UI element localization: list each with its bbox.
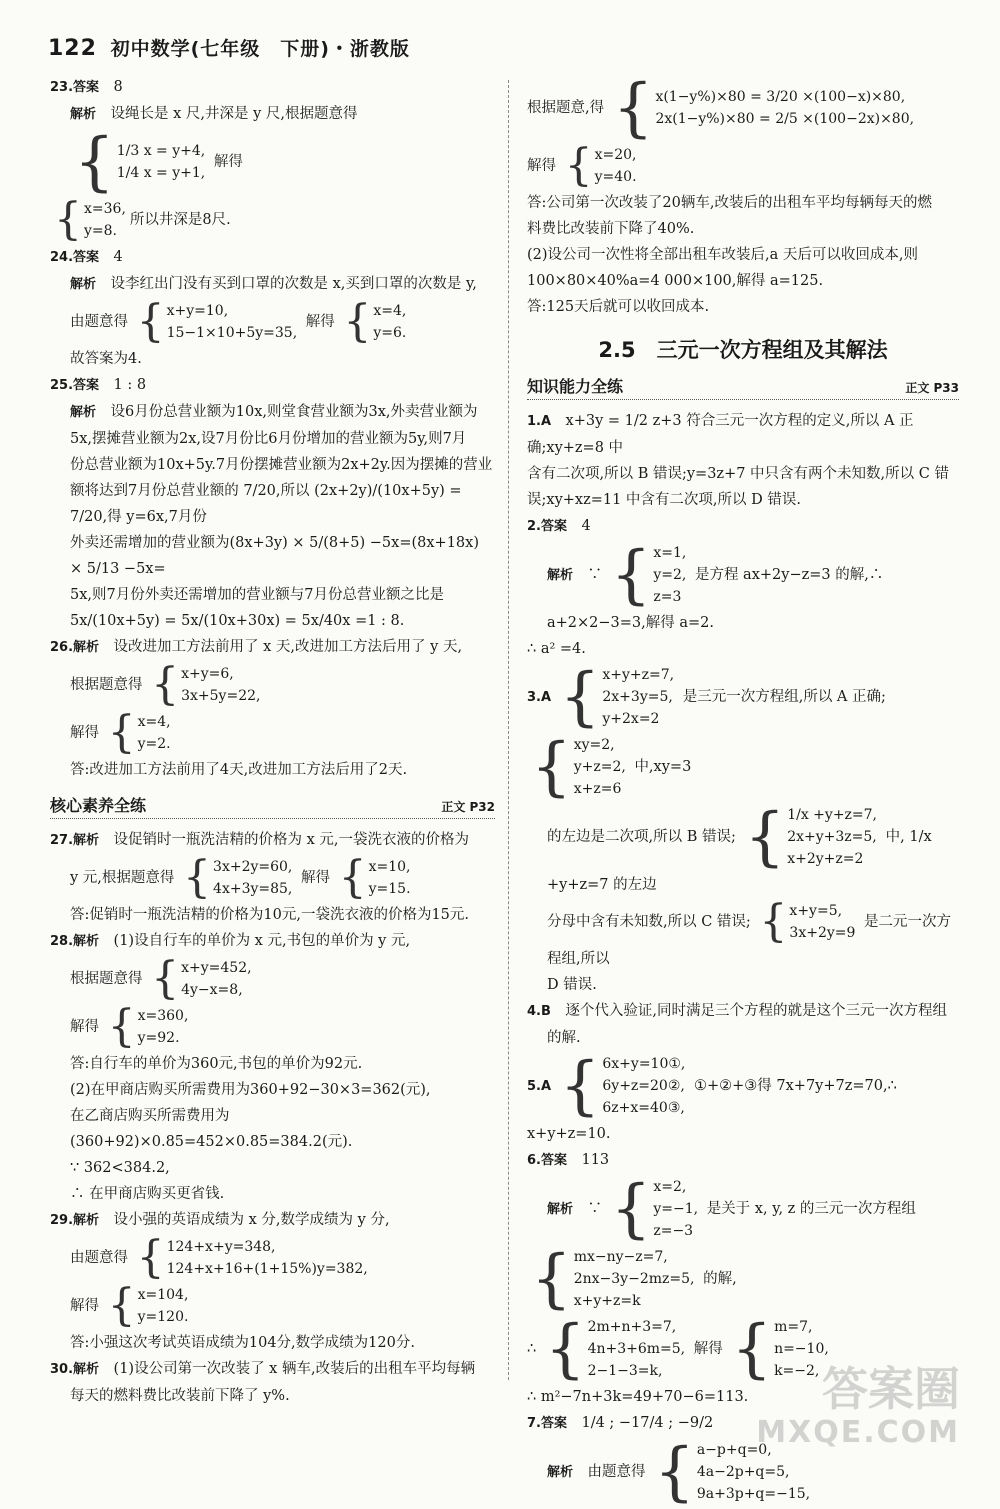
- equation-system: { x(1−y%)×80 = 3/20 ×(100−x)×80, 2x(1−y%)×80 = 2/5 ×(100−2x)×80,: [612, 71, 915, 145]
- q25-line: 解析 设6月份总营业额为10x,则堂食营业额为3x,外卖营业额为: [70, 404, 478, 420]
- equation-system: { x+y=5, 3x+2y=9: [759, 896, 856, 947]
- q1-line: 含有二次项,所以 B 错误;y=3z+7 中只含有两个未知数,所以 C 错: [527, 466, 949, 482]
- q28-line: 答:自行车的单价为360元,书包的单价为92元.: [70, 1056, 363, 1072]
- q24-answer: 24.答案 4: [50, 249, 123, 265]
- equation-system: { 124+x+y=348, 124+x+16+(1+15%)y=382,: [136, 1232, 368, 1283]
- q26-solution: 解得 { x=4, y=2.: [70, 707, 171, 758]
- solution-system: { m=7, n=−10, k=−2,: [731, 1312, 829, 1386]
- equation-system: { x+y=10, 15−1×10+5y=35,: [136, 296, 298, 347]
- equation-system: { 2m+n+3=7, 4n+3+6m=5, 2−1−3=k,: [544, 1312, 686, 1386]
- q25-answer: 25.答案 1 : 8: [50, 377, 147, 393]
- q25-line: 份总营业额为10x+5y.7月份摆摊营业额为2x+2y.因为摆摊的营业: [70, 457, 493, 473]
- solution-system: { x=20, y=40.: [564, 140, 637, 191]
- equation-system: { 1/3 x = y+4, 1/4 x = y+1,: [74, 125, 206, 199]
- q27-systems: y 元,根据题意得 { 3x+2y=60, 4x+3y=85, 解得 { x=10, y=15.: [70, 852, 411, 903]
- q30-cont-line: 答:公司第一次改装了20辆车,改装后的出租车平均每辆每天的燃: [527, 195, 932, 211]
- q3-line: 的左边是二次项,所以 B 错误; { 1/x +y+z=7, 2x+y+3z=5, x+2y+z=2 中, 1/x +y+z=7 的左边: [547, 800, 932, 893]
- q27-conclusion: 答:促销时一瓶洗洁精的价格为10元,一袋洗衣液的价格为15元.: [70, 907, 470, 923]
- equation-system: { x+y+z=7, 2x+3y=5, y+2x=2: [559, 660, 675, 734]
- q25-line: 额将达到7月份总营业额的 7/20,所以 (2x+2y)/(10x+5y) = 7/20,得 y=6x,7月份: [70, 483, 462, 525]
- q2-result: ∴ a² =4.: [527, 641, 586, 657]
- q29-system: 由题意得 { 124+x+y=348, 124+x+16+(1+15%)y=382,: [70, 1232, 368, 1283]
- solution-system: { x=36, y=8.: [54, 194, 126, 245]
- q30-cont-line: 100×80×40%a=4 000×100,解得 a=125.: [527, 273, 824, 289]
- page-header: [48, 34, 410, 61]
- solution-system: { x=4, y=2.: [107, 707, 171, 758]
- watermark-logo: 答案圈 MXQE.COM: [756, 1362, 960, 1450]
- q28-system: 根据题意得 { x+y=452, 4y−x=8,: [70, 953, 252, 1004]
- q6-analysis: 解析 ∵ { x=2, y=−1, z=−3 是关于 x, y, z 的三元一次方程组: [547, 1172, 916, 1246]
- q23-answer: 23.答案 8: [50, 79, 123, 95]
- q29-analysis: 29.解析 设小强的英语成绩为 x 分,数学成绩为 y 分,: [50, 1212, 390, 1228]
- q30-analysis: 30.解析 (1)设公司第一次改装了 x 辆车,改装后的出租车平均每辆: [50, 1361, 476, 1377]
- q24-analysis: 解析 设李红出门没有买到口罩的次数是 x,买到口罩的次数是 y,: [70, 276, 477, 292]
- q7-answer: 7.答案 1/4 ; −17/4 ; −9/2: [527, 1415, 714, 1431]
- q2-answer: 2.答案 4: [527, 518, 591, 534]
- q30-cont-line: 料费比改装前下降了40%.: [527, 221, 695, 237]
- q28-line: ∵ 362<384.2,: [70, 1160, 170, 1176]
- q24-systems: 由题意得 { x+y=10, 15−1×10+5y=35, 解得 { x=4, y=6.: [70, 296, 407, 347]
- page-number: 122: [48, 36, 97, 61]
- equation-system: { 1/x +y+z=7, 2x+y+3z=5, x+2y+z=2: [744, 800, 878, 874]
- equation-system: { xy=2, y+z=2, x+z=6: [531, 730, 626, 804]
- solution-system: { x=360, y=92.: [107, 1001, 189, 1052]
- equation-system: { x+y=452, 4y−x=8,: [151, 953, 252, 1004]
- q2-analysis: 解析 ∵ { x=1, y=2, z=3 是方程 ax+2y−z=3 的解,∴ a+2×2−3=3,解得 a=2.: [547, 538, 884, 631]
- q1-line: 误;xy+xz=11 中含有二次项,所以 D 错误.: [527, 492, 801, 508]
- q28-solution: 解得 { x=360, y=92.: [70, 1001, 189, 1052]
- q26-analysis: 26.解析 设改进加工方法前用了 x 天,改进加工方法后用了 y 天,: [50, 639, 463, 655]
- equation-system: { x+y=6, 3x+5y=22,: [151, 659, 261, 710]
- solution-system: { x=2, y=−1, z=−3: [610, 1172, 699, 1246]
- q25-line: 5x,摆摊营业额为2x,设7月份比6月份增加的营业额为5y,则7月: [70, 431, 467, 447]
- solution-system: { x=4, y=6.: [343, 296, 407, 347]
- q28-line: 在乙商店购买所需费用为(360+92)×0.85=452×0.85=384.2(元).: [70, 1108, 353, 1150]
- q1-line: 1.A x+3y = 1/2 z+3 符合三元一次方程的定义,所以 A 正确;xy+z=8 中: [527, 413, 914, 456]
- q24-conclusion: 故答案为4.: [70, 351, 142, 367]
- q23-analysis: 解析 设绳长是 x 尺,井深是 y 尺,根据题意得 { 1/3 x = y+4, 1/4 x = y+1, 解得: [70, 106, 358, 199]
- q25-line: 5x/(10x+5y) = 5x/(10x+30x) = 5x/40x =1 : 8.: [70, 613, 405, 629]
- q30-cont-line: (2)设公司一次性将全部出租车改装后,a 天后可以收回成本,则: [527, 247, 919, 263]
- equation-system: { mx−ny−z=7, 2nx−3y−2mz=5, x+y+z=k: [531, 1242, 695, 1316]
- q29-solution: 解得 { x=104, y=120.: [70, 1280, 189, 1331]
- q29-conclusion: 答:小强这次考试英语成绩为104分,数学成绩为120分.: [70, 1335, 415, 1351]
- q28-line: (2)在甲商店购买所需费用为360+92−30×3=362(元),: [70, 1082, 431, 1098]
- left-column: [50, 74, 495, 1409]
- section-title: 2.5 三元一次方程组及其解法: [598, 338, 888, 362]
- q4-line: 的解.: [547, 1030, 581, 1046]
- q4-line: 4.B 逐个代入验证,同时满足三个方程的就是这个三元一次方程组: [527, 1003, 948, 1019]
- q3-line: D 错误.: [547, 977, 597, 993]
- q28-line: ∴ 在甲商店购买更省钱.: [70, 1186, 225, 1202]
- column-divider: [508, 80, 509, 1380]
- solution-system: { x=1, y=2, z=3: [610, 538, 687, 612]
- q5-line: 5.A { 6x+y=10①, 6y+z=20②, 6z+x=40③, ①+②+③得 7x+7y+7z=70,∴ x+y+z=10.: [527, 1049, 897, 1142]
- q6-result: ∴ m²−7n+3k=49+70−6=113.: [527, 1389, 749, 1405]
- equation-system: { a−p+q=0, 4a−2p+q=5, 9a+3p+q=−15,: [654, 1435, 811, 1509]
- q6-answer: 6.答案 113: [527, 1152, 610, 1168]
- q3-line: 分母中含有未知数,所以 C 错误; { x+y=5, 3x+2y=9 是二元一次方程组,所以: [547, 896, 952, 967]
- equation-system: { 3x+2y=60, 4x+3y=85,: [183, 852, 293, 903]
- solution-system: { x=10, y=15.: [338, 852, 411, 903]
- q3-line: 3.A { x+y+z=7, 2x+3y=5, y+2x=2 是三元一次方程组,所以 A 正确; { xy=2, y+z=2, x+z=6 中,xy=3: [527, 660, 886, 804]
- q25-line: 5x,则7月份外卖还需增加的营业额与7月份总营业额之比是: [70, 587, 444, 603]
- book-title: 初中数学(七年级 下册)・浙教版: [110, 38, 410, 60]
- q6-line: { mx−ny−z=7, 2nx−3y−2mz=5, x+y+z=k 的解,: [531, 1242, 737, 1316]
- q30-cont-line: 答:125天后就可以收回成本.: [527, 299, 710, 315]
- q6-line: ∴ { 2m+n+3=7, 4n+3+6m=5, 2−1−3=k, 解得 { m=7, n=−10, k=−2,: [527, 1312, 829, 1386]
- q26-conclusion: 答:改进加工方法前用了4天,改进加工方法后用了2天.: [70, 762, 408, 778]
- q26-system: 根据题意得 { x+y=6, 3x+5y=22,: [70, 659, 261, 710]
- q30-cont-system: 根据题意,得 { x(1−y%)×80 = 3/20 ×(100−x)×80, 2x(1−y%)×80 = 2/5 ×(100−2x)×80,: [527, 71, 915, 145]
- q27-analysis: 27.解析 设促销时一瓶洗洁精的价格为 x 元,一袋洗衣液的价格为: [50, 832, 470, 848]
- right-column: [527, 71, 959, 1509]
- q23-result: { x=36, y=8. 所以井深是8尺.: [54, 194, 231, 245]
- q7-analysis: 解析 由题意得 { a−p+q=0, 4a−2p+q=5, 9a+3p+q=−15,: [547, 1435, 811, 1509]
- q30-cont-solution: 解得 { x=20, y=40.: [527, 140, 637, 191]
- q28-analysis: 28.解析 (1)设自行车的单价为 x 元,书包的单价为 y 元,: [50, 933, 411, 949]
- solution-system: { x=104, y=120.: [107, 1280, 189, 1331]
- q30-line: 每天的燃料费比改装前下降了 y%.: [70, 1388, 290, 1404]
- q25-line: 外卖还需增加的营业额为(8x+3y) × 5/(8+5) −5x=(8x+18x) × 5/13 −5x=: [70, 535, 479, 577]
- equation-system: { 6x+y=10①, 6y+z=20②, 6z+x=40③,: [559, 1049, 686, 1123]
- section-band-knowledge: 知识能力全练 正文 P33: [527, 374, 959, 400]
- section-band-core: 核心素养全练 正文 P32: [50, 793, 495, 819]
